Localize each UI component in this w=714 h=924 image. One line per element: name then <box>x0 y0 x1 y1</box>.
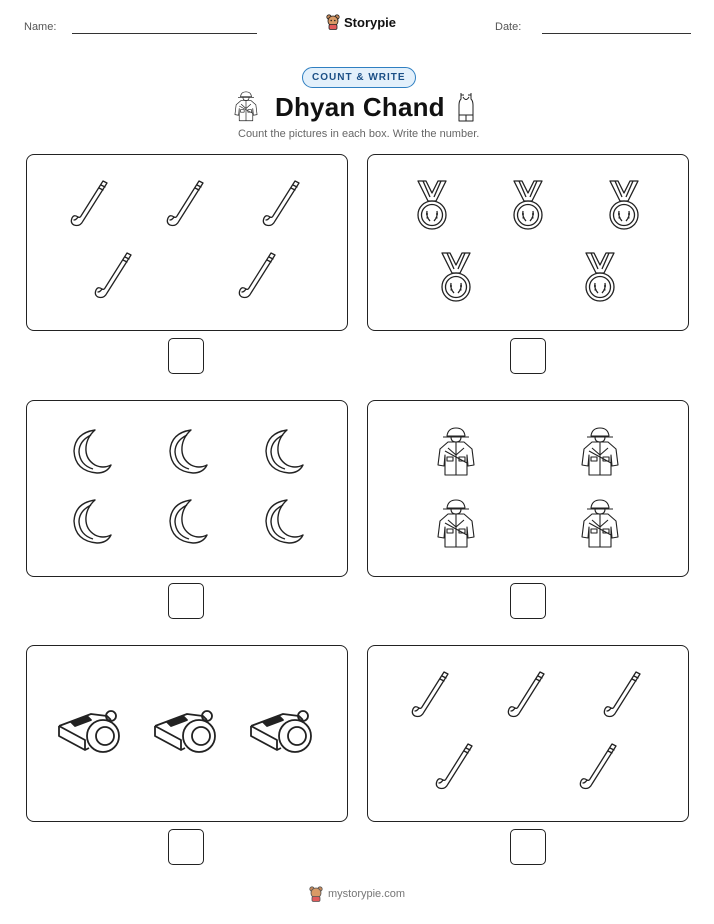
answer-box-5[interactable] <box>168 829 204 865</box>
answer-box-1[interactable] <box>168 338 204 374</box>
answer-box-2[interactable] <box>510 338 546 374</box>
hockey-stick-icon <box>69 179 109 229</box>
count-box-1 <box>26 154 348 331</box>
medal-icon <box>606 179 642 231</box>
hockey-stick-icon <box>506 670 546 720</box>
crescent-moon-icon <box>69 497 113 545</box>
hockey-stick-icon <box>434 742 474 792</box>
footer <box>309 886 405 902</box>
medal-icon <box>438 251 474 303</box>
medal-icon <box>510 179 546 231</box>
hockey-stick-icon <box>165 179 205 229</box>
hockey-stick-icon <box>602 670 642 720</box>
crescent-moon-icon <box>165 497 209 545</box>
count-box-4 <box>367 400 689 577</box>
safari-uniform-icon <box>578 497 622 549</box>
hockey-stick-icon <box>261 179 301 229</box>
crescent-moon-icon <box>165 427 209 475</box>
safari-uniform-icon <box>434 497 478 549</box>
hockey-stick-icon <box>578 742 618 792</box>
whistle-icon <box>55 702 127 758</box>
activity-badge: COUNT & WRITE <box>302 67 416 88</box>
footer-url[interactable]: mystorypie.com <box>328 888 406 900</box>
answer-box-4[interactable] <box>510 583 546 619</box>
bear-mascot-icon <box>326 14 340 30</box>
brand-logo <box>326 14 396 30</box>
count-box-5 <box>26 645 348 822</box>
singlet-icon <box>455 91 477 123</box>
instructions: Count the pictures in each box. Write the number. <box>238 128 480 140</box>
whistle-icon <box>151 702 223 758</box>
date-label: Date: <box>495 21 522 33</box>
crescent-moon-icon <box>261 427 305 475</box>
crescent-moon-icon <box>261 497 305 545</box>
hockey-stick-icon <box>93 251 133 301</box>
answer-box-3[interactable] <box>168 583 204 619</box>
hockey-stick-icon <box>410 670 450 720</box>
answer-box-6[interactable] <box>510 829 546 865</box>
page-title: Dhyan Chand <box>275 92 445 122</box>
medal-icon <box>414 179 450 231</box>
name-label: Name: <box>24 21 57 33</box>
date-field[interactable] <box>542 33 691 34</box>
name-field[interactable] <box>72 33 257 34</box>
brand-name: Storypie <box>344 14 397 30</box>
crescent-moon-icon <box>69 427 113 475</box>
count-box-2 <box>367 154 689 331</box>
count-box-3 <box>26 400 348 577</box>
whistle-icon <box>247 702 319 758</box>
hockey-stick-icon <box>237 251 277 301</box>
medal-icon <box>582 251 618 303</box>
bear-mascot-icon <box>309 886 323 902</box>
safari-uniform-icon <box>232 90 260 122</box>
count-box-6 <box>367 645 689 822</box>
safari-uniform-icon <box>578 425 622 477</box>
safari-uniform-icon <box>434 425 478 477</box>
